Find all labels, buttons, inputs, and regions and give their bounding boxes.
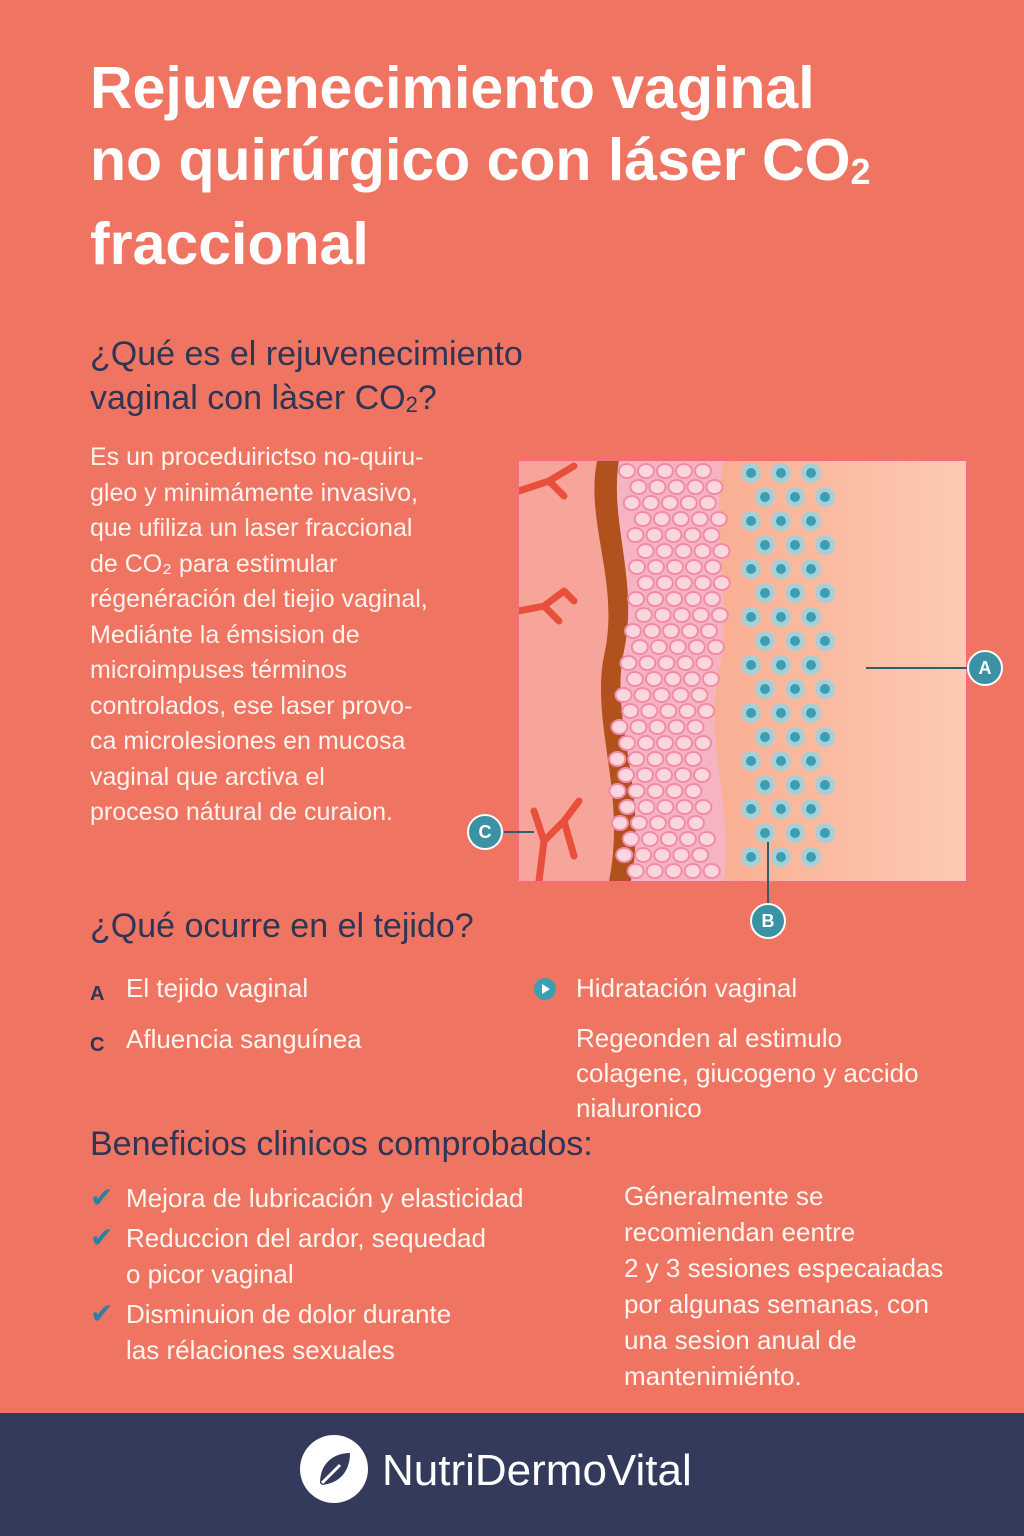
cell-nucleus bbox=[776, 660, 786, 670]
epithelial-cell bbox=[649, 720, 665, 734]
epithelial-cell bbox=[637, 768, 653, 782]
epithelial-cell bbox=[650, 816, 666, 830]
epithelial-cell bbox=[669, 816, 685, 830]
epithelial-cell bbox=[609, 752, 625, 766]
epithelial-cell bbox=[624, 496, 640, 510]
epithelial-cell bbox=[675, 768, 691, 782]
cell-nucleus bbox=[746, 852, 756, 862]
epithelial-cell bbox=[644, 624, 660, 638]
brand-name: NutriDermoVital bbox=[382, 1446, 692, 1495]
epithelial-cell bbox=[694, 768, 710, 782]
title-line-3: fraccional bbox=[90, 211, 369, 277]
epithelial-cell bbox=[676, 736, 692, 750]
epithelial-cell bbox=[674, 608, 690, 622]
epithelial-cell bbox=[694, 544, 710, 558]
epithelial-cell bbox=[666, 752, 682, 766]
cell-nucleus bbox=[746, 516, 756, 526]
epithelial-cell bbox=[714, 576, 730, 590]
cell-nucleus bbox=[790, 684, 800, 694]
epithelial-cell bbox=[684, 528, 700, 542]
cell-nucleus bbox=[820, 780, 830, 790]
title-line-1: Rejuvenecimiento vaginal bbox=[90, 55, 815, 121]
epithelial-cell bbox=[661, 832, 677, 846]
epithelial-cell bbox=[673, 848, 689, 862]
epithelial-cell bbox=[646, 528, 662, 542]
epithelial-cell bbox=[654, 512, 670, 526]
cell-nucleus bbox=[746, 660, 756, 670]
epithelial-cell bbox=[651, 640, 667, 654]
epithelial-cell bbox=[692, 512, 708, 526]
epithelial-cell bbox=[676, 576, 692, 590]
epithelial-cell bbox=[673, 512, 689, 526]
epithelial-cell bbox=[639, 656, 655, 670]
epithelial-cell bbox=[628, 864, 644, 878]
marker-c: C bbox=[90, 1034, 105, 1056]
cell-nucleus bbox=[746, 564, 756, 574]
sessions-note: Géneralmente se recomiendan eentre 2 y 3 sesiones especaiadas por algunas semanas, con una sesion anual de mantenimiénto. bbox=[624, 1181, 944, 1391]
list-item: ✔ Reduccion del ardor, sequedad o picor vaginal bbox=[90, 1222, 486, 1289]
section-tissue-heading: ¿Qué ocurre en el tejido? bbox=[90, 907, 474, 945]
epithelial-cell bbox=[656, 544, 672, 558]
epithelial-cell bbox=[638, 736, 654, 750]
cell-nucleus bbox=[776, 804, 786, 814]
cell-nucleus bbox=[776, 852, 786, 862]
cell-nucleus bbox=[820, 492, 830, 502]
marker-a: A bbox=[90, 983, 105, 1005]
epithelial-cell bbox=[706, 480, 722, 494]
epithelial-cell bbox=[627, 528, 643, 542]
cell-nucleus bbox=[760, 732, 770, 742]
epithelial-cell bbox=[657, 576, 673, 590]
cell-nucleus bbox=[820, 684, 830, 694]
epithelial-cell bbox=[712, 608, 728, 622]
cell-nucleus bbox=[806, 612, 816, 622]
epithelial-cell bbox=[708, 640, 724, 654]
cell-nucleus bbox=[790, 588, 800, 598]
epithelial-cell bbox=[699, 832, 715, 846]
cell-nucleus bbox=[776, 564, 786, 574]
cell-nucleus bbox=[760, 492, 770, 502]
cell-nucleus bbox=[806, 660, 816, 670]
epithelial-cell bbox=[685, 592, 701, 606]
cell-nucleus bbox=[760, 636, 770, 646]
epithelial-cell bbox=[609, 784, 625, 798]
epithelial-cell bbox=[625, 624, 641, 638]
epithelial-cell bbox=[616, 848, 632, 862]
cell-nucleus bbox=[760, 588, 770, 598]
epithelial-cell bbox=[680, 832, 696, 846]
epithelial-cell bbox=[620, 656, 636, 670]
epithelial-cell bbox=[713, 544, 729, 558]
epithelial-cell bbox=[695, 464, 711, 478]
epithelial-cell bbox=[700, 496, 716, 510]
callout-c: C bbox=[467, 814, 503, 850]
cell-nucleus bbox=[820, 732, 830, 742]
epithelial-cell bbox=[627, 672, 643, 686]
epithelial-cell bbox=[668, 720, 684, 734]
epithelial-cell bbox=[619, 800, 635, 814]
cell-nucleus bbox=[760, 828, 770, 838]
epithelial-cell bbox=[705, 560, 721, 574]
benefits-list bbox=[90, 1180, 590, 1368]
cell-nucleus bbox=[790, 780, 800, 790]
epithelial-cell bbox=[637, 544, 653, 558]
epithelial-cell bbox=[629, 560, 645, 574]
tissue-list bbox=[90, 970, 490, 1057]
cell-nucleus bbox=[806, 564, 816, 574]
epithelial-cell bbox=[695, 800, 711, 814]
section-what-heading: ¿Qué es el rejuvenecimiento vaginal con làser $CO_2$? bbox=[90, 335, 523, 417]
cell-nucleus bbox=[820, 636, 830, 646]
epithelial-cell bbox=[634, 688, 650, 702]
epithelial-cell bbox=[685, 752, 701, 766]
epithelial-cell bbox=[622, 704, 638, 718]
epithelial-cell bbox=[647, 752, 663, 766]
section-benefits-heading: Beneficios clinicos comprobados: bbox=[90, 1125, 593, 1163]
epithelial-cell bbox=[665, 672, 681, 686]
epithelial-cell bbox=[704, 864, 720, 878]
epithelial-cell bbox=[655, 608, 671, 622]
epithelial-cell bbox=[630, 720, 646, 734]
collagen-note: Regeonden al estimulo colagene, giucogeno y accido nialuronico bbox=[576, 1023, 919, 1123]
cell-nucleus bbox=[806, 756, 816, 766]
epithelial-cell bbox=[670, 640, 686, 654]
cell-nucleus bbox=[776, 756, 786, 766]
footer bbox=[0, 1413, 1024, 1536]
epithelial-cell bbox=[649, 480, 665, 494]
epithelial-cell bbox=[676, 464, 692, 478]
epithelial-cell bbox=[666, 864, 682, 878]
epithelial-cell bbox=[682, 624, 698, 638]
callout-c-line bbox=[504, 831, 534, 833]
epithelial-cell bbox=[689, 640, 705, 654]
epithelial-cell bbox=[635, 512, 651, 526]
epithelial-cell bbox=[666, 784, 682, 798]
epithelial-cell bbox=[675, 544, 691, 558]
epithelial-cell bbox=[668, 480, 684, 494]
epithelial-cell bbox=[628, 592, 644, 606]
epithelial-cell bbox=[630, 480, 646, 494]
tissue-illustration bbox=[519, 461, 966, 881]
hydration-icon bbox=[534, 978, 556, 1000]
list-item: ✔ Mejora de lubricación y elasticidad bbox=[90, 1180, 590, 1216]
tissue-diagram bbox=[516, 458, 969, 884]
epithelial-cell bbox=[641, 704, 657, 718]
cell-nucleus bbox=[790, 732, 800, 742]
epithelial-cell bbox=[686, 560, 702, 574]
epithelial-cell bbox=[698, 704, 714, 718]
epithelial-cell bbox=[663, 624, 679, 638]
epithelial-cell bbox=[695, 736, 711, 750]
epithelial-cell bbox=[611, 720, 627, 734]
leaf-icon bbox=[300, 1435, 368, 1503]
cell-nucleus bbox=[746, 468, 756, 478]
epithelial-cell bbox=[658, 656, 674, 670]
epithelial-cell bbox=[693, 608, 709, 622]
epithelial-cell bbox=[685, 864, 701, 878]
cell-nucleus bbox=[776, 516, 786, 526]
cell-nucleus bbox=[760, 780, 770, 790]
cell-nucleus bbox=[806, 708, 816, 718]
cell-nucleus bbox=[746, 708, 756, 718]
epithelial-cell bbox=[615, 688, 631, 702]
epithelial-cell bbox=[687, 480, 703, 494]
epithelial-cell bbox=[691, 688, 707, 702]
list-item: C Afluencia sanguínea bbox=[90, 1021, 490, 1057]
epithelial-cell bbox=[665, 528, 681, 542]
epithelial-cell bbox=[648, 560, 664, 574]
epithelial-cell bbox=[703, 672, 719, 686]
epithelial-cell bbox=[696, 656, 712, 670]
epithelial-cell bbox=[619, 464, 635, 478]
epithelial-cell bbox=[631, 816, 647, 830]
epithelial-cell bbox=[662, 496, 678, 510]
epithelial-cell bbox=[638, 800, 654, 814]
check-icon: ✔ bbox=[90, 1298, 114, 1329]
epithelial-cell bbox=[679, 704, 695, 718]
epithelial-cell bbox=[612, 816, 628, 830]
callout-b-line bbox=[767, 842, 769, 904]
epithelial-cell bbox=[635, 848, 651, 862]
cell-nucleus bbox=[820, 540, 830, 550]
epithelial-cell bbox=[628, 752, 644, 766]
epithelial-cell bbox=[618, 768, 634, 782]
epithelial-cell bbox=[646, 672, 662, 686]
cell-nucleus bbox=[776, 612, 786, 622]
epithelial-cell bbox=[653, 688, 669, 702]
cell-nucleus bbox=[820, 828, 830, 838]
epithelial-cell bbox=[692, 848, 708, 862]
list-item: ✔ Disminuion de dolor durante las rélaciones sexuales bbox=[90, 1298, 452, 1365]
cell-nucleus bbox=[790, 636, 800, 646]
cell-nucleus bbox=[746, 612, 756, 622]
cell-nucleus bbox=[806, 468, 816, 478]
epithelial-cell bbox=[695, 576, 711, 590]
epithelial-cell bbox=[667, 560, 683, 574]
hydration-list bbox=[534, 970, 984, 1006]
callout-a-line bbox=[866, 667, 968, 669]
epithelial-cell bbox=[672, 688, 688, 702]
epithelial-cell bbox=[677, 656, 693, 670]
epithelial-cell bbox=[704, 592, 720, 606]
epithelial-cell bbox=[676, 800, 692, 814]
cell-nucleus bbox=[806, 516, 816, 526]
cell-nucleus bbox=[806, 852, 816, 862]
epithelial-cell bbox=[636, 608, 652, 622]
check-icon: ✔ bbox=[90, 1222, 114, 1253]
list-item: Hidratación vaginal bbox=[534, 970, 984, 1006]
cell-nucleus bbox=[760, 540, 770, 550]
epithelial-cell bbox=[666, 592, 682, 606]
cell-nucleus bbox=[790, 540, 800, 550]
epithelial-cell bbox=[657, 736, 673, 750]
epithelial-cell bbox=[681, 496, 697, 510]
epithelial-cell bbox=[701, 624, 717, 638]
epithelial-cell bbox=[623, 832, 639, 846]
cell-nucleus bbox=[776, 708, 786, 718]
epithelial-cell bbox=[684, 672, 700, 686]
epithelial-cell bbox=[642, 832, 658, 846]
epithelial-cell bbox=[657, 800, 673, 814]
callout-b: B bbox=[750, 903, 786, 939]
cell-nucleus bbox=[776, 468, 786, 478]
intro-paragraph: Es un proceduirictso no-quiru- gleo y minimámente invasivo, que ufiliza un laser fraccional de CO₂ para estimular régenéración del tiejio vaginal, Mediánte la émsision de microimpuses términos controlados, ese laser provo- ca microlesiones en mucosa vaginal que arctiva el proceso nátural de curaion. bbox=[90, 443, 428, 826]
epithelial-cell bbox=[660, 704, 676, 718]
page-title bbox=[90, 52, 970, 280]
check-icon: ✔ bbox=[90, 1182, 114, 1213]
epithelial-cell bbox=[654, 848, 670, 862]
epithelial-cell bbox=[647, 864, 663, 878]
epithelial-cell bbox=[628, 784, 644, 798]
epithelial-cell bbox=[685, 784, 701, 798]
epithelial-cell bbox=[657, 464, 673, 478]
epithelial-cell bbox=[619, 736, 635, 750]
epithelial-cell bbox=[643, 496, 659, 510]
epithelial-cell bbox=[647, 784, 663, 798]
epithelial-cell bbox=[638, 464, 654, 478]
cell-nucleus bbox=[746, 804, 756, 814]
list-item: A El tejido vaginal bbox=[90, 970, 490, 1006]
cell-nucleus bbox=[746, 756, 756, 766]
epithelial-cell bbox=[638, 576, 654, 590]
epithelial-cell bbox=[687, 720, 703, 734]
cell-nucleus bbox=[760, 684, 770, 694]
cell-nucleus bbox=[790, 828, 800, 838]
cell-nucleus bbox=[820, 588, 830, 598]
epithelial-cell bbox=[703, 528, 719, 542]
cell-nucleus bbox=[790, 492, 800, 502]
epithelial-cell bbox=[647, 592, 663, 606]
epithelial-cell bbox=[632, 640, 648, 654]
epithelial-cell bbox=[656, 768, 672, 782]
epithelial-cell bbox=[688, 816, 704, 830]
title-line-2: no quirúrgico con láser $CO_2$ bbox=[90, 127, 871, 193]
epithelial-cell bbox=[711, 512, 727, 526]
cell-nucleus bbox=[806, 804, 816, 814]
callout-a: A bbox=[967, 650, 1003, 686]
